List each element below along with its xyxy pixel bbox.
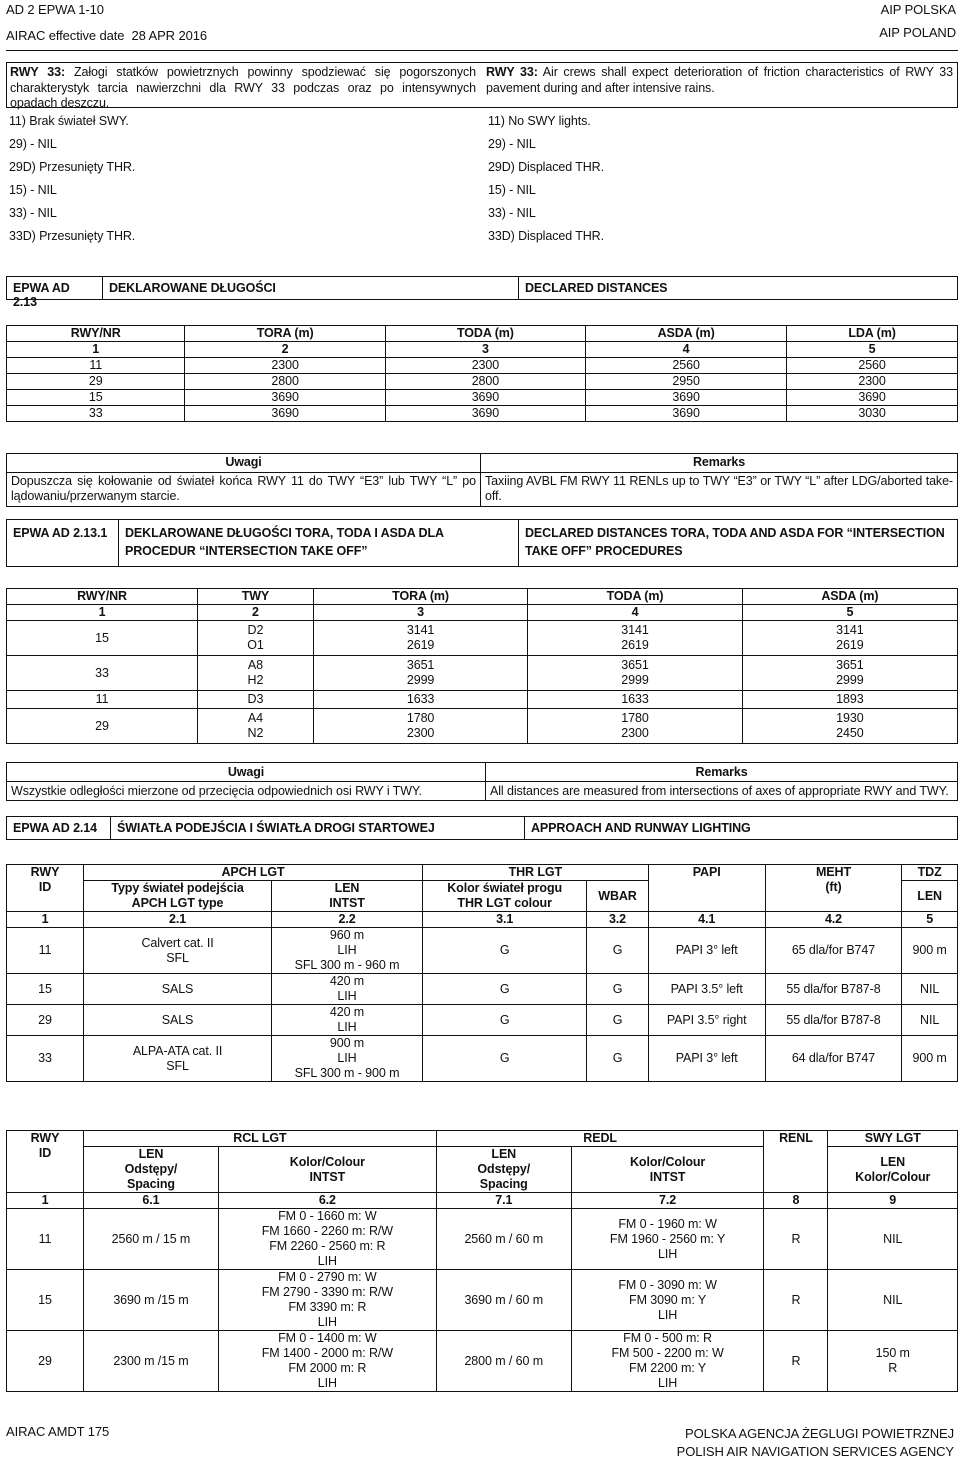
thr-lgt-header: THR LGT (422, 865, 648, 881)
remark-pl: 11) Brak świateł SWY. (9, 114, 129, 128)
table-cell: 1893 (742, 691, 957, 709)
table-cell: SALS (84, 974, 272, 1005)
tdz-len-header: LEN (902, 881, 958, 912)
table-cell: 2560 (586, 358, 787, 374)
section-title-pl: ŚWIATŁA PODEJŚCIA I ŚWIATŁA DROGI STARTOWEJ (111, 817, 525, 839)
table-cell: 3690 (787, 390, 958, 406)
intersection-takeoff-table (6, 588, 958, 744)
column-number: 4 (586, 342, 787, 358)
airac-label: AIRAC effective date (6, 28, 125, 43)
section-title-pl: DEKLAROWANE DŁUGOŚCI TORA, TODA I ASDA DLA PROCEDUR “INTERSECTION TAKE OFF” (119, 520, 519, 566)
remark-en: Taxiing AVBL FM RWY 11 RENLs up to TWY “E3” or TWY “L” after LDG/aborted take-off. (481, 472, 958, 506)
column-number: 1 (7, 1193, 84, 1209)
papi-header: PAPI (648, 865, 765, 912)
table-cell: 65 dla/for B747 (765, 928, 902, 974)
table-cell: R (764, 1270, 828, 1331)
table-row (7, 1005, 958, 1036)
table-cell: FM 0 - 1400 m: W FM 1400 - 2000 m: R/W FM 2000 m: R LIH (218, 1331, 436, 1392)
remark-pl: 15) - NIL (9, 183, 57, 197)
column-number: 3.2 (587, 912, 648, 928)
intersection-remarks (6, 762, 958, 801)
table-cell: 29 (7, 1005, 84, 1036)
table-row (7, 656, 958, 691)
column-number: 1 (7, 605, 198, 621)
table-cell: 15 (7, 974, 84, 1005)
table-cell: 960 m LIH SFL 300 m - 960 m (272, 928, 423, 974)
table-cell: G (422, 1005, 586, 1036)
table-cell: 3141 2619 (528, 621, 742, 656)
table-cell: 900 m (902, 1036, 958, 1082)
table-cell: FM 0 - 3090 m: W FM 3090 m: Y LIH (571, 1270, 764, 1331)
table-cell: G (587, 974, 648, 1005)
table-cell: 1633 (313, 691, 527, 709)
column-header: TODA (m) (385, 326, 585, 342)
redl-header: REDL (436, 1131, 764, 1147)
table-cell: SALS (84, 1005, 272, 1036)
column-header: RWY/NR (7, 326, 185, 342)
table-row (7, 691, 958, 709)
table-cell: 3690 (385, 406, 585, 422)
table-cell: A4 N2 (198, 709, 314, 744)
table-cell: G (587, 1036, 648, 1082)
table-cell: G (587, 1005, 648, 1036)
meht-header: MEHT (ft) (765, 865, 902, 912)
apch-type-header: Typy świateł podejścia APCH LGT type (84, 881, 272, 912)
column-number: 4.1 (648, 912, 765, 928)
remarks-list (6, 114, 958, 252)
remark-pl: 33D) Przesunięty THR. (9, 229, 136, 243)
table-cell: 3141 2619 (742, 621, 957, 656)
column-number: 2.1 (84, 912, 272, 928)
table-cell: Calvert cat. II SFL (84, 928, 272, 974)
declared-distances-remarks (6, 453, 958, 507)
table-row (7, 1331, 958, 1392)
apch-len-header: LEN INTST (272, 881, 423, 912)
table-cell: 2800 (185, 374, 385, 390)
column-number: 4 (528, 605, 742, 621)
remark-en: 33D) Displaced THR. (488, 229, 604, 243)
column-number: 8 (764, 1193, 828, 1209)
table-cell: PAPI 3.5° right (648, 1005, 765, 1036)
remark-en: 15) - NIL (488, 183, 536, 197)
table-cell: PAPI 3° left (648, 1036, 765, 1082)
rwy-id-header: RWY ID (7, 1131, 84, 1193)
column-number: 6.2 (218, 1193, 436, 1209)
remark-row (6, 137, 958, 160)
uwagi-label: Uwagi (7, 454, 481, 473)
table-cell: 33 (7, 656, 198, 691)
table-row (7, 928, 958, 974)
table-cell: 1930 2450 (742, 709, 957, 744)
table-cell: 33 (7, 1036, 84, 1082)
table-cell: R (764, 1331, 828, 1392)
section-code: EPWA AD 2.13 (7, 277, 103, 299)
column-number: 3 (313, 605, 527, 621)
table-cell: 2300 (787, 374, 958, 390)
table-cell: 3690 (586, 390, 787, 406)
table-row (7, 1209, 958, 1270)
rcl-colour-header: Kolor/Colour INTST (218, 1147, 436, 1193)
column-number: 9 (828, 1193, 958, 1209)
section-2-14-header (6, 816, 958, 840)
airac-value: 28 APR 2016 (131, 28, 207, 43)
thr-colour-header: Kolor świateł progu THR LGT colour (422, 881, 586, 912)
remark-en: 11) No SWY lights. (488, 114, 591, 128)
table-cell: G (422, 974, 586, 1005)
table-row (7, 621, 958, 656)
section-title-en: DECLARED DISTANCES (525, 281, 668, 295)
remark-pl: 29) - NIL (9, 137, 57, 151)
table-cell: 2560 m / 60 m (436, 1209, 571, 1270)
table-row (7, 358, 958, 374)
column-number: 6.1 (84, 1193, 219, 1209)
table-cell: 2300 (385, 358, 585, 374)
table-cell: NIL (902, 974, 958, 1005)
table-cell: 3690 (385, 390, 585, 406)
uwagi-label: Uwagi (7, 763, 486, 782)
rcl-lgt-header: RCL LGT (84, 1131, 437, 1147)
aip-pl: AIP POLSKA (880, 2, 956, 17)
table-cell: 2800 m / 60 m (436, 1331, 571, 1392)
remark-en: 29D) Displaced THR. (488, 160, 604, 174)
table-cell: FM 0 - 500 m: R FM 500 - 2200 m: W FM 2200 m: Y LIH (571, 1331, 764, 1392)
column-number: 1 (7, 342, 185, 358)
table-cell: 3030 (787, 406, 958, 422)
column-number: 2 (198, 605, 314, 621)
table-cell: ALPA-ATA cat. II SFL (84, 1036, 272, 1082)
column-header: TORA (m) (185, 326, 385, 342)
table-cell: FM 0 - 1960 m: W FM 1960 - 2560 m: Y LIH (571, 1209, 764, 1270)
column-number: 2.2 (272, 912, 423, 928)
section-title-pl: DEKLAROWANE DŁUGOŚCI (103, 277, 519, 299)
table-cell: 11 (7, 928, 84, 974)
remark-row (6, 183, 958, 206)
table-cell: 3690 (185, 390, 385, 406)
page-ref: AD 2 EPWA 1-10 (6, 2, 104, 17)
table-cell: FM 0 - 1660 m: W FM 1660 - 2260 m: R/W FM 2260 - 2560 m: R LIH (218, 1209, 436, 1270)
remark-pl: Wszystkie odległości mierzone od przecięcia odpowiednich osi RWY i TWY. (7, 782, 486, 801)
table-row (7, 1270, 958, 1331)
table-cell: 64 dla/for B747 (765, 1036, 902, 1082)
swy-lgt-header: SWY LGT (828, 1131, 958, 1147)
table-cell: 3141 2619 (313, 621, 527, 656)
table-cell: NIL (828, 1270, 958, 1331)
table-cell: 3651 2999 (742, 656, 957, 691)
rwy33-note-pl: RWY 33: Załogi statków powietrznych powinny spodziewać się pogorszonych charakterystyk tarcia nawierzchni dla RWY 33 podczas oraz po intensywnych opadach deszczu. (10, 65, 476, 110)
remark-pl: 29D) Przesunięty THR. (9, 160, 136, 174)
airac-date (6, 28, 207, 43)
table-cell: 11 (7, 691, 198, 709)
column-number: 2 (185, 342, 385, 358)
column-header: ASDA (m) (742, 589, 957, 605)
table-cell: 15 (7, 1270, 84, 1331)
table-cell: 29 (7, 1331, 84, 1392)
table-cell: 29 (7, 709, 198, 744)
section-title-en: DECLARED DISTANCES TORA, TODA AND ASDA FOR “INTERSECTION TAKE OFF” PROCEDURES (525, 526, 945, 558)
wbar-header: WBAR (587, 881, 648, 912)
table-cell: 2300 m /15 m (84, 1331, 219, 1392)
remark-en: 29) - NIL (488, 137, 536, 151)
remark-row (6, 114, 958, 137)
table-cell: 420 m LIH (272, 1005, 423, 1036)
rcl-len-header: LEN Odstępy/ Spacing (84, 1147, 219, 1193)
column-number: 1 (7, 912, 84, 928)
column-header: LDA (m) (787, 326, 958, 342)
table-cell: G (422, 928, 586, 974)
remark-en: All distances are measured from intersections of axes of appropriate RWY and TWY. (486, 782, 958, 801)
agency-pl: POLSKA AGENCJA ŻEGLUGI POWIETRZNEJ (685, 1426, 954, 1441)
section-2-13-header (6, 276, 958, 309)
table-cell: PAPI 3.5° left (648, 974, 765, 1005)
table-cell: 3690 m / 60 m (436, 1270, 571, 1331)
table-cell: 11 (7, 358, 185, 374)
table-cell: 1780 2300 (528, 709, 742, 744)
table-cell: 900 m LIH SFL 300 m - 900 m (272, 1036, 423, 1082)
table-row (7, 406, 958, 422)
agency-en: POLISH AIR NAVIGATION SERVICES AGENCY (676, 1444, 954, 1459)
tdz-header: TDZ (902, 865, 958, 881)
column-number: 5 (902, 912, 958, 928)
table-cell: NIL (902, 1005, 958, 1036)
table-cell: D3 (198, 691, 314, 709)
column-number: 3.1 (422, 912, 586, 928)
table-cell: NIL (828, 1209, 958, 1270)
column-number: 7.1 (436, 1193, 571, 1209)
table-cell: FM 0 - 2790 m: W FM 2790 - 3390 m: R/W FM 3390 m: R LIH (218, 1270, 436, 1331)
section-2-13-1-header (6, 519, 958, 567)
table-cell: 15 (7, 621, 198, 656)
table-row (7, 709, 958, 744)
column-number: 5 (787, 342, 958, 358)
column-number: 7.2 (571, 1193, 764, 1209)
header-rule (6, 50, 958, 51)
swy-len-header: LEN Kolor/Colour (828, 1147, 958, 1193)
section-code: EPWA AD 2.14 (7, 817, 111, 839)
table-cell: PAPI 3° left (648, 928, 765, 974)
renl-header: RENL (764, 1131, 828, 1193)
table-row (7, 374, 958, 390)
table-cell: 11 (7, 1209, 84, 1270)
redl-len-header: LEN Odstępy/ Spacing (436, 1147, 571, 1193)
table-cell: 33 (7, 406, 185, 422)
remark-row (6, 206, 958, 229)
table-cell: 1633 (528, 691, 742, 709)
column-number: 4.2 (765, 912, 902, 928)
column-header: ASDA (m) (586, 326, 787, 342)
table-cell: 3690 (586, 406, 787, 422)
table-cell: 2800 (385, 374, 585, 390)
table-cell: 900 m (902, 928, 958, 974)
table-cell: 3690 (185, 406, 385, 422)
remark-row (6, 160, 958, 183)
table-cell: 2560 (787, 358, 958, 374)
column-header: TORA (m) (313, 589, 527, 605)
table-cell: 55 dla/for B787-8 (765, 1005, 902, 1036)
approach-lighting-table (6, 864, 958, 1082)
airac-amdt: AIRAC AMDT 175 (6, 1424, 110, 1439)
table-cell: R (764, 1209, 828, 1270)
remark-pl: Dopuszcza się kołowanie od świateł końca RWY 11 do TWY “E3” lub TWY “L” po lądowaniu/przerwanym starcie. (7, 472, 481, 506)
remarks-label: Remarks (486, 763, 958, 782)
table-row (7, 974, 958, 1005)
table-cell: 29 (7, 374, 185, 390)
rwy33-note-box (6, 62, 958, 108)
column-header: TWY (198, 589, 314, 605)
table-cell: 420 m LIH (272, 974, 423, 1005)
table-cell: 3651 2999 (528, 656, 742, 691)
remark-pl: 33) - NIL (9, 206, 57, 220)
table-cell: 150 m R (828, 1331, 958, 1392)
table-cell: G (422, 1036, 586, 1082)
runway-lighting-table (6, 1130, 958, 1392)
column-header: TODA (m) (528, 589, 742, 605)
remark-row (6, 229, 958, 252)
table-cell: 2950 (586, 374, 787, 390)
column-number: 3 (385, 342, 585, 358)
table-cell: 3690 m /15 m (84, 1270, 219, 1331)
section-code: EPWA AD 2.13.1 (7, 520, 119, 566)
table-cell: 15 (7, 390, 185, 406)
table-cell: 2560 m / 15 m (84, 1209, 219, 1270)
remarks-label: Remarks (481, 454, 958, 473)
table-cell: 2300 (185, 358, 385, 374)
table-cell: 55 dla/for B787-8 (765, 974, 902, 1005)
section-title-en: APPROACH AND RUNWAY LIGHTING (531, 821, 751, 835)
table-cell: A8 H2 (198, 656, 314, 691)
column-header: RWY/NR (7, 589, 198, 605)
aip-en: AIP POLAND (879, 25, 956, 40)
table-cell: D2 O1 (198, 621, 314, 656)
declared-distances-table (6, 325, 958, 422)
table-cell: G (587, 928, 648, 974)
table-row (7, 1036, 958, 1082)
table-cell: 3651 2999 (313, 656, 527, 691)
table-cell: 1780 2300 (313, 709, 527, 744)
redl-colour-header: Kolor/Colour INTST (571, 1147, 764, 1193)
table-row (7, 390, 958, 406)
apch-lgt-header: APCH LGT (84, 865, 423, 881)
rwy-id-header: RWY ID (7, 865, 84, 912)
rwy33-note-en: RWY 33: Air crews shall expect deterioration of friction characteristics of RWY 33 pavement during and after intensive rains. (486, 65, 953, 95)
column-number: 5 (742, 605, 957, 621)
remark-en: 33) - NIL (488, 206, 536, 220)
